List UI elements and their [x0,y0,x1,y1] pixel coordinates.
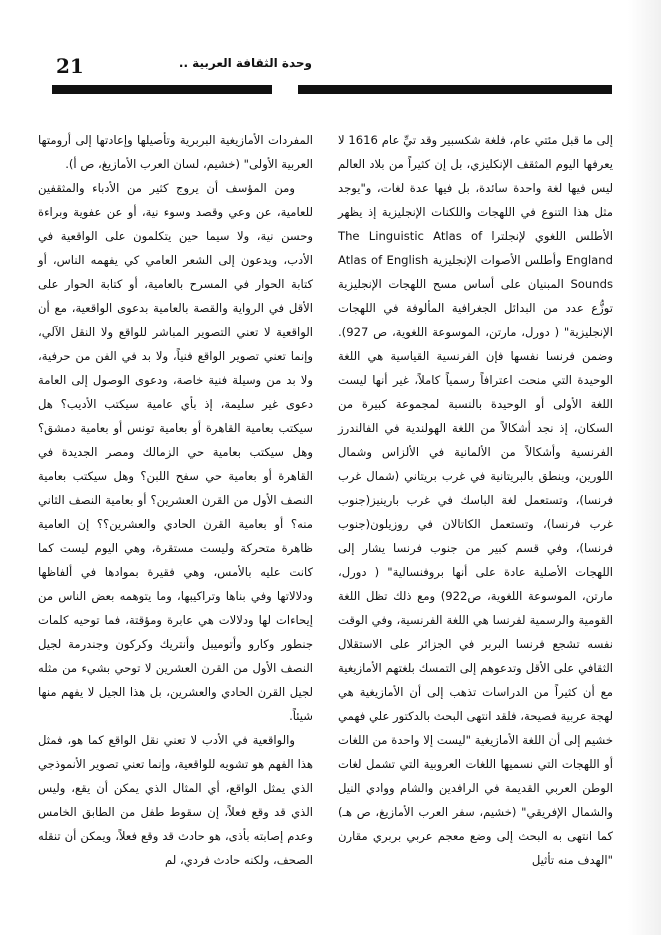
right-text-column [338,128,613,872]
paragraph: ومن المؤسف أن يروج كثير من الأدباء والمثقفين للعامية، عن وعي وقصد وسوء نية، أو عن عفوية وبراءة وحسن نية، ولا سيما حين يتكلمون على الواقعية في الأدب، ويدعون إلى الشعر العامي كي يفهمه الناس، أو كتابة الحوار في المسرح بالعامية، أو كتابة الحوار على الأقل في الرواية والقصة بالعامية بدعوى الواقعية، مع أن الواقعية لا تعني التصوير المباشر للواقع ولا النقل الآلي، وإنما تعني تصوير الواقع فنياً، ولا بد في الفن من حرفية، ولا بد من وسيلة فنية خاصة، ودعوى الوصول إلى العامة دعوى غير سليمة، إذ بأي عامية سيكتب الأديب؟ هل سيكتب بعامية القاهرة أو بعامية تونس أو بعامية دمشق؟ وهل سيكتب بعامية حي الزمالك ومصر الجديدة في القاهرة أو بعامية حي سفح اللبن؟ وهل سيكتب بعامية النصف الأول من القرن العشرين؟ أو بعامية النصف الثاني منه؟ أو بعامية القرن الحادي والعشرين؟؟ إن العامية ظاهرة متحركة وليست مستقرة، وهي اليوم ليست كما كانت عليه بالأمس، وهي فقيرة بموادها في ألفاظها ودلالاتها وفي بناها وتراكيبها، وما يتوهمه بعض الناس من إيحاءات لها ودلالات هي عابرة ومؤقتة، فما توحيه كلمات جنطور وكارو وأتوميبل وأنتريك وكركون وجندرمة لجيل النصف الأول من القرن العشرين لا توحي بشيء من مثله لجيل القرن الحادي والعشرين، بل هذا الجيل لا يفهم منها شيئاً. [38,181,313,723]
running-title: وحدة الثقافة العربية .. [178,56,312,70]
paragraph: إلى ما قبل مئتي عام، فلغة شكسبير وقد تيِّ عام 1616 لا يعرفها اليوم المثقف الإنكليزي، بل إن كثيراً من بلاد العالم ليس فيها لغة واحدة سائدة، بل فيها عدة لغات، و"يوجد مثل هذا التنوع في اللهجات واللكنات الإنجليزية إذ يظهر الأطلس اللغوي لإنجلترا The Linguistic Atlas of England وأطلس الأصوات الإنجليزية Atlas of English Sounds المبنيان على أساس مسح اللهجات الإنجليزية توزُّع عدد من البدائل الجغرافية المألوفة في اللهجات الإنجليزية" ( دورل، مارتن، الموسوعة اللغوية، ص 927). وضمن فرنسا نفسها فإن الفرنسية القياسية هي اللغة الوحيدة التي منحت اعترافاً رسمياً كاملاً، غير أنها ليست اللغة الأولى أو الوحيدة بالنسبة لمجموعة كبيرة من السكان، إذ نجد أشكالاً من اللغة الهولندية في الفالندرز الفرنسية وأشكالاً من الألمانية في الألزاس وشمال اللورين، وينطق بالبريتانية في غرب بريتاني (شمال غرب فرنسا)، وتستعمل لغة الباسك في غرب بارينيز(جنوب غرب فرنسا)، وتستعمل الكاتالان في روزيلون(جنوب فرنسا)، وفي قسم كبير من جنوب فرنسا يشار إلى اللهجات الأصلية عادة على أنها بروفنسالية" ( دورل، مارتن، الموسوعة اللغوية، ص922) ومع ذلك تظل اللغة القومية والرسمية لفرنسا هي اللغة الفرنسية، وفي الوقت نفسه تشجع فرنسا البربر في الجزائر على الاستقلال الثقافي على الأقل وتدعوهم إلى التمسك بلغتهم الأمازيغية مع أن كثيراً من الدراسات تذهب إلى أن الأمازيغية هي لهجة عربية فصيحة، فلقد انتهى البحث بالدكتور علي فهمي خشيم إلى أن اللغة الأمازيغية "ليست إلا واحدة من اللغات أو اللهجات التي نسميها اللغات العروبية التي تشمل لغات الوطن العربي القديمة في الرافدين والشام ووادي النيل والشمال الإفريقي" (خشيم، سفر العرب الأمازيغ، ص هـ) كما انتهى به البحث إلى وضع معجم عربي بربري مقارن "الهدف منه تأثيل [338,133,613,867]
page-edge-shading [628,0,661,935]
page-number: 21 [56,54,84,78]
header-rule-left [52,85,272,94]
left-text-column [38,128,313,872]
header-rule-right [298,85,612,94]
paragraph: والواقعية في الأدب لا تعني نقل الواقع كما هو، فمثل هذا الفهم هو تشويه للواقعية، وإنما تعني تصوير الأنموذجي الذي يمثل الواقع، أي المثال الذي يمكن أن يقع، وليس الذي قد وقع فعلاً، إن سقوط طفل من الطابق الخامس وعدم إصابته بأذى، هو حادث قد وقع فعلاً، ويمكن أن تنقله الصحف، ولكنه حادث فردي، لم [38,733,313,867]
paragraph: المفردات الأمازيغية البربرية وتأصيلها وإعادتها إلى أرومتها العربية الأولى" (خشيم، لسان العرب الأمازيغ، ص أ). [38,133,313,171]
